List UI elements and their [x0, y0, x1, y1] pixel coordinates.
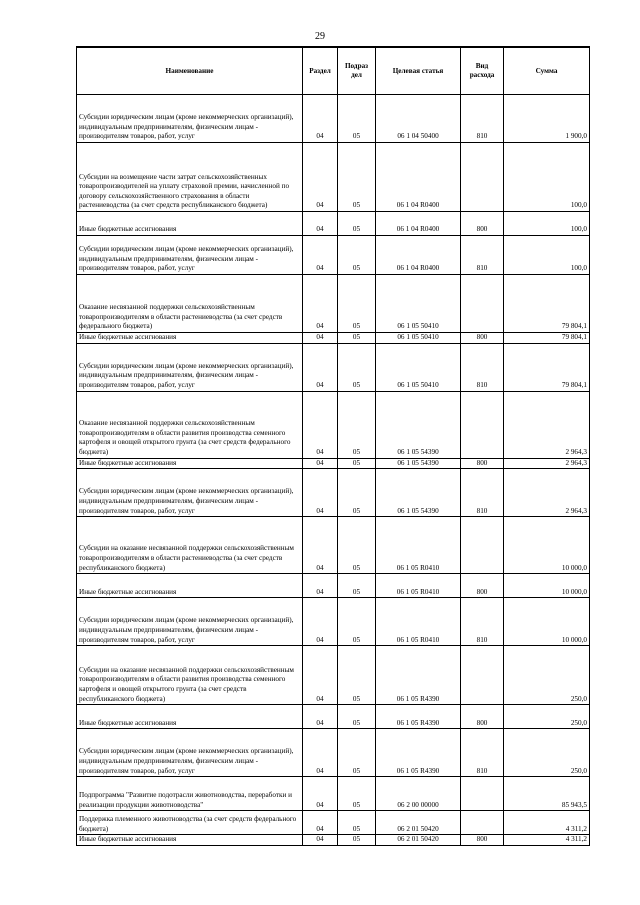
cell-section: 04 — [303, 212, 338, 236]
cell-name: Субсидии юридическим лицам (кроме некоммерческих организаций), индивидуальным предпринимателям, физическим лицам - производителям товаров, работ, услуг — [77, 343, 303, 391]
table-row — [77, 598, 590, 646]
cell-target: 06 2 01 50420 — [376, 835, 461, 846]
table-row — [77, 705, 590, 729]
cell-section: 04 — [303, 811, 338, 835]
cell-target: 06 1 05 R4390 — [376, 729, 461, 777]
cell-target: 06 1 05 50410 — [376, 275, 461, 333]
cell-subsection: 05 — [338, 574, 376, 598]
cell-amount: 100,0 — [504, 143, 590, 212]
cell-amount: 4 311,2 — [504, 835, 590, 846]
cell-name: Субсидии юридическим лицам (кроме некоммерческих организаций), индивидуальным предпринимателям, физическим лицам - производителям товаров, работ, услуг — [77, 95, 303, 143]
header-target: Целевая статья — [376, 47, 461, 95]
header-subsection: Подраз дел — [338, 47, 376, 95]
cell-subsection: 05 — [338, 343, 376, 391]
cell-amount: 1 900,0 — [504, 95, 590, 143]
cell-target: 06 1 05 R4390 — [376, 705, 461, 729]
cell-section: 04 — [303, 598, 338, 646]
cell-section: 04 — [303, 646, 338, 705]
table-row — [77, 729, 590, 777]
table-row — [77, 143, 590, 212]
cell-subsection: 05 — [338, 598, 376, 646]
cell-amount: 10 000,0 — [504, 574, 590, 598]
table-row — [77, 811, 590, 835]
table-row — [77, 646, 590, 705]
cell-section: 04 — [303, 236, 338, 275]
table-row — [77, 574, 590, 598]
cell-expense: 800 — [461, 574, 504, 598]
cell-name: Поддержка племенного животноводства (за счет средств федерального бюджета) — [77, 811, 303, 835]
cell-amount: 2 964,3 — [504, 469, 590, 517]
cell-amount: 10 000,0 — [504, 517, 590, 574]
cell-name: Субсидии юридическим лицам (кроме некоммерческих организаций), индивидуальным предпринимателям, физическим лицам - производителям товаров, работ, услуг — [77, 236, 303, 275]
cell-expense: 810 — [461, 95, 504, 143]
table-row — [77, 777, 590, 811]
cell-expense: 800 — [461, 212, 504, 236]
table-row — [77, 458, 590, 469]
cell-expense: 810 — [461, 236, 504, 275]
cell-target: 06 1 04 R0400 — [376, 236, 461, 275]
cell-subsection: 05 — [338, 275, 376, 333]
cell-target: 06 1 05 R0410 — [376, 598, 461, 646]
cell-amount: 79 804,1 — [504, 333, 590, 344]
cell-section: 04 — [303, 729, 338, 777]
cell-expense: 810 — [461, 729, 504, 777]
cell-target: 06 1 05 R0410 — [376, 517, 461, 574]
cell-subsection: 05 — [338, 729, 376, 777]
cell-subsection: 05 — [338, 517, 376, 574]
cell-expense: 800 — [461, 705, 504, 729]
cell-name: Подпрограмма "Развитие подотрасли животноводства, переработки и реализации продукции животноводства" — [77, 777, 303, 811]
cell-subsection: 05 — [338, 835, 376, 846]
cell-target: 06 1 05 54390 — [376, 458, 461, 469]
cell-subsection: 05 — [338, 143, 376, 212]
cell-amount: 10 000,0 — [504, 598, 590, 646]
cell-subsection: 05 — [338, 646, 376, 705]
cell-section: 04 — [303, 705, 338, 729]
cell-section: 04 — [303, 777, 338, 811]
cell-subsection: 05 — [338, 95, 376, 143]
cell-name: Иные бюджетные ассигнования — [77, 835, 303, 846]
cell-section: 04 — [303, 469, 338, 517]
cell-amount: 250,0 — [504, 729, 590, 777]
header-name: Наименование — [77, 47, 303, 95]
cell-expense: 800 — [461, 333, 504, 344]
cell-amount: 79 804,1 — [504, 275, 590, 333]
cell-section: 04 — [303, 275, 338, 333]
cell-target: 06 1 04 R0400 — [376, 143, 461, 212]
cell-subsection: 05 — [338, 458, 376, 469]
cell-section: 04 — [303, 835, 338, 846]
cell-name: Иные бюджетные ассигнования — [77, 458, 303, 469]
cell-amount: 4 311,2 — [504, 811, 590, 835]
cell-subsection: 05 — [338, 811, 376, 835]
cell-expense — [461, 517, 504, 574]
cell-amount: 79 804,1 — [504, 343, 590, 391]
cell-expense — [461, 777, 504, 811]
table-row — [77, 236, 590, 275]
budget-table — [76, 46, 590, 846]
cell-subsection: 05 — [338, 705, 376, 729]
cell-name: Иные бюджетные ассигнования — [77, 333, 303, 344]
cell-amount: 85 943,5 — [504, 777, 590, 811]
cell-target: 06 1 05 R0410 — [376, 574, 461, 598]
cell-expense: 810 — [461, 598, 504, 646]
cell-target: 06 2 00 00000 — [376, 777, 461, 811]
cell-subsection: 05 — [338, 236, 376, 275]
cell-section: 04 — [303, 143, 338, 212]
cell-name: Иные бюджетные ассигнования — [77, 212, 303, 236]
cell-name: Субсидии на оказание несвязанной поддержки сельскохозяйственным товаропроизводителям в области развития производства семенного картофеля и овощей открытого грунта (за счет средств республиканского бюджета) — [77, 646, 303, 705]
cell-name: Иные бюджетные ассигнования — [77, 574, 303, 598]
table-row — [77, 212, 590, 236]
cell-section: 04 — [303, 95, 338, 143]
cell-name: Субсидии на оказание несвязанной поддержки сельскохозяйственным товаропроизводителям в области растениеводства (за счет средств республиканского бюджета) — [77, 517, 303, 574]
cell-section: 04 — [303, 333, 338, 344]
cell-target: 06 1 04 50400 — [376, 95, 461, 143]
cell-name: Субсидии на возмещение части затрат сельскохозяйственных товаропроизводителей на уплату страховой премии, начисленной по договору сельскохозяйственного страхования в области растениеводства (за счет средств республиканского бюджета) — [77, 143, 303, 212]
cell-expense: 810 — [461, 469, 504, 517]
table-row — [77, 835, 590, 846]
cell-amount: 250,0 — [504, 705, 590, 729]
cell-name: Оказание несвязанной поддержки сельскохозяйственным товаропроизводителям в области растениеводства (за счет средств федерального бюджета) — [77, 275, 303, 333]
header-section: Раздел — [303, 47, 338, 95]
table-row — [77, 517, 590, 574]
table-row — [77, 343, 590, 391]
cell-target: 06 1 05 R4390 — [376, 646, 461, 705]
cell-target: 06 1 05 50410 — [376, 333, 461, 344]
cell-name: Иные бюджетные ассигнования — [77, 705, 303, 729]
cell-section: 04 — [303, 458, 338, 469]
cell-amount: 250,0 — [504, 646, 590, 705]
header-expense: Вид расхода — [461, 47, 504, 95]
cell-target: 06 1 05 54390 — [376, 391, 461, 458]
cell-subsection: 05 — [338, 333, 376, 344]
cell-section: 04 — [303, 391, 338, 458]
cell-subsection: 05 — [338, 469, 376, 517]
table-row — [77, 95, 590, 143]
cell-subsection: 05 — [338, 391, 376, 458]
page-number: 29 — [315, 31, 325, 42]
cell-name: Субсидии юридическим лицам (кроме некоммерческих организаций), индивидуальным предпринимателям, физическим лицам - производителям товаров, работ, услуг — [77, 469, 303, 517]
header-amount: Сумма — [504, 47, 590, 95]
cell-expense: 810 — [461, 343, 504, 391]
cell-amount: 2 964,3 — [504, 458, 590, 469]
cell-section: 04 — [303, 574, 338, 598]
cell-section: 04 — [303, 517, 338, 574]
cell-expense — [461, 391, 504, 458]
cell-expense: 800 — [461, 458, 504, 469]
cell-target: 06 2 01 50420 — [376, 811, 461, 835]
cell-expense — [461, 275, 504, 333]
cell-expense — [461, 646, 504, 705]
table-row — [77, 333, 590, 344]
cell-target: 06 1 05 54390 — [376, 469, 461, 517]
cell-subsection: 05 — [338, 777, 376, 811]
table-row — [77, 275, 590, 333]
cell-expense — [461, 811, 504, 835]
cell-name: Субсидии юридическим лицам (кроме некоммерческих организаций), индивидуальным предпринимателям, физическим лицам - производителям товаров, работ, услуг — [77, 598, 303, 646]
cell-expense: 800 — [461, 835, 504, 846]
cell-amount: 100,0 — [504, 236, 590, 275]
cell-expense — [461, 143, 504, 212]
cell-name: Оказание несвязанной поддержки сельскохозяйственным товаропроизводителям в области развития производства семенного картофеля и овощей открытого грунта (за счет средств федерального бюджета) — [77, 391, 303, 458]
table-row — [77, 469, 590, 517]
cell-section: 04 — [303, 343, 338, 391]
cell-target: 06 1 04 R0400 — [376, 212, 461, 236]
table-row — [77, 391, 590, 458]
cell-amount: 100,0 — [504, 212, 590, 236]
cell-amount: 2 964,3 — [504, 391, 590, 458]
cell-target: 06 1 05 50410 — [376, 343, 461, 391]
cell-subsection: 05 — [338, 212, 376, 236]
cell-name: Субсидии юридическим лицам (кроме некоммерческих организаций), индивидуальным предпринимателям, физическим лицам - производителям товаров, работ, услуг — [77, 729, 303, 777]
table-header-row — [77, 47, 590, 95]
